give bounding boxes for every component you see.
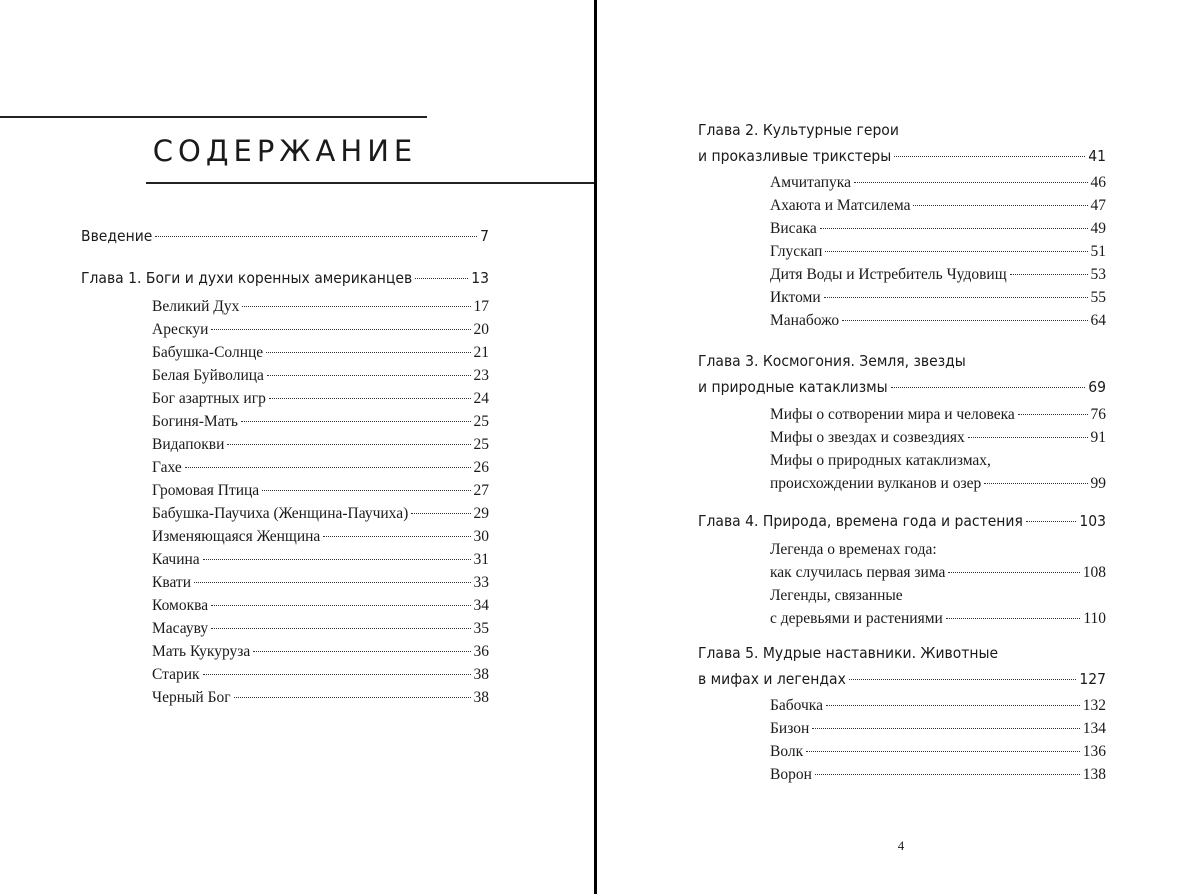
dot-leader <box>825 251 1087 252</box>
toc-item[interactable] <box>770 286 1106 309</box>
dot-leader <box>946 618 1081 619</box>
entry-label: Глускап <box>770 243 823 260</box>
entry-label: Висака <box>770 220 817 237</box>
dot-leader <box>815 774 1080 775</box>
entry-page: 21 <box>473 344 489 361</box>
entry-label: Ахаюта и Матсилема <box>770 197 911 214</box>
toc-chapter-2[interactable] <box>698 117 1106 169</box>
entry-label-line-2: с деревьями и растениями <box>770 610 943 627</box>
entry-label: Видапокви <box>152 436 225 453</box>
dot-leader <box>894 156 1085 157</box>
toc-item[interactable] <box>152 502 489 525</box>
entry-page: 31 <box>473 551 489 568</box>
entry-page: 25 <box>473 413 489 430</box>
entry-page: 36 <box>473 643 489 660</box>
chapter-label-line-2: в мифах и легендах <box>698 670 846 688</box>
toc-item[interactable] <box>152 295 489 318</box>
entry-label: Великий Дух <box>152 298 240 315</box>
entry-page: 17 <box>473 298 489 315</box>
entry-label: Бог азартных игр <box>152 390 266 407</box>
toc-item[interactable] <box>152 456 489 479</box>
dot-leader <box>806 751 1080 752</box>
chapter-page: 127 <box>1079 670 1106 688</box>
chapter-heading-line-2 <box>698 374 1106 400</box>
toc-item[interactable] <box>770 740 1106 763</box>
toc-item[interactable] <box>152 318 489 341</box>
right-page <box>597 0 1188 894</box>
chapter-label-line-2: и проказливые трикстеры <box>698 147 892 165</box>
toc-chapter-4[interactable] <box>698 508 1106 534</box>
dot-leader <box>267 375 471 376</box>
toc-item[interactable] <box>770 240 1106 263</box>
entry-label: Бабочка <box>770 697 823 714</box>
entry-label-line-2: происхождении вулканов и озер <box>770 475 982 492</box>
entry-label: Масауву <box>152 620 209 637</box>
toc-item[interactable] <box>770 171 1106 194</box>
toc-item-multiline[interactable] <box>770 584 1106 630</box>
entry-page: 64 <box>1090 312 1106 329</box>
chapter-page: 69 <box>1088 378 1106 396</box>
dot-leader <box>1018 414 1088 415</box>
entry-label: Бизон <box>770 720 810 737</box>
entry-label: Манабожо <box>770 312 840 329</box>
dot-leader <box>854 182 1088 183</box>
chapter-label-line-1: Глава 5. Мудрые наставники. Животные <box>698 644 999 662</box>
toc-item[interactable] <box>770 694 1106 717</box>
dot-leader <box>968 437 1088 438</box>
entry-page: 108 <box>1082 564 1106 581</box>
entry-label: Громовая Птица <box>152 482 260 499</box>
dot-leader <box>241 421 471 422</box>
toc-chapter-heading[interactable] <box>81 265 489 291</box>
entry-page: 33 <box>473 574 489 591</box>
entry-label: Белая Буйволица <box>152 367 264 384</box>
chapter-page: 13 <box>471 269 489 287</box>
entry-page: 27 <box>473 482 489 499</box>
dot-leader <box>227 444 470 445</box>
toc-intro <box>81 223 489 249</box>
chapter-heading-line-2 <box>698 666 1106 692</box>
entry-page: 34 <box>473 597 489 614</box>
entry-page: 134 <box>1082 720 1106 737</box>
dot-leader <box>211 605 470 606</box>
page-title: СОДЕРЖАНИЕ <box>152 134 418 168</box>
dot-leader <box>262 490 470 491</box>
entry-page: 23 <box>473 367 489 384</box>
entry-page: 132 <box>1082 697 1106 714</box>
chapter-page: 41 <box>1088 147 1106 165</box>
entry-page: 38 <box>473 666 489 683</box>
entry-label: Иктоми <box>770 289 821 306</box>
dot-leader <box>984 483 1087 484</box>
entry-page: 55 <box>1090 289 1106 306</box>
dot-leader <box>812 728 1079 729</box>
entry-label: Старик <box>152 666 200 683</box>
entry-label: Дитя Воды и Истребитель Чудовищ <box>770 266 1007 283</box>
toc-item[interactable] <box>770 426 1106 449</box>
dot-leader <box>411 513 470 514</box>
entry-label: Бабушка-Солнце <box>152 344 264 361</box>
toc-item[interactable] <box>152 387 489 410</box>
toc-item[interactable] <box>770 194 1106 217</box>
dot-leader <box>820 228 1088 229</box>
toc-item[interactable] <box>152 479 489 502</box>
toc-item[interactable] <box>770 717 1106 740</box>
dot-leader <box>234 697 471 698</box>
entry-line-2 <box>770 607 1106 630</box>
entry-page: 25 <box>473 436 489 453</box>
entry-label: Амчитапука <box>770 174 851 191</box>
dot-leader <box>253 651 470 652</box>
entry-label: Ворон <box>770 766 812 783</box>
toc-item[interactable] <box>770 403 1106 426</box>
toc-chapter-5-items <box>770 694 1106 786</box>
entry-line-2 <box>770 472 1106 495</box>
chapter-label: Глава 1. Боги и духи коренных американцев <box>81 269 413 287</box>
entry-page: 136 <box>1082 743 1106 760</box>
entry-label: Введение <box>81 227 153 245</box>
dot-leader <box>891 387 1086 388</box>
entry-page: 35 <box>473 620 489 637</box>
entry-label: Мифы о звездах и созвездиях <box>770 429 965 446</box>
dot-leader <box>269 398 471 399</box>
dot-leader <box>842 320 1087 321</box>
toc-chapter-3[interactable] <box>698 348 1106 400</box>
toc-item-multiline[interactable] <box>770 538 1106 584</box>
entry-page: 138 <box>1082 766 1106 783</box>
toc-item[interactable] <box>770 217 1106 240</box>
toc-item[interactable] <box>770 309 1106 332</box>
dot-leader <box>211 628 470 629</box>
toc-item[interactable] <box>152 525 489 548</box>
title-rule-bottom <box>146 182 594 184</box>
toc-item[interactable] <box>770 263 1106 286</box>
page-number: 4 <box>897 838 905 853</box>
dot-leader <box>203 674 471 675</box>
entry-label: Квати <box>152 574 191 591</box>
toc-chapter-4-items <box>770 538 1106 630</box>
dot-leader <box>1026 521 1077 522</box>
entry-label: Мифы о сотворении мира и человека <box>770 406 1015 423</box>
dot-leader <box>185 467 471 468</box>
toc-item[interactable] <box>152 617 489 640</box>
toc-item[interactable] <box>152 341 489 364</box>
dot-leader <box>913 205 1087 206</box>
dot-leader <box>849 679 1077 680</box>
chapter-label-line-2: и природные катаклизмы <box>698 378 888 396</box>
entry-page: 46 <box>1090 174 1106 191</box>
chapter-label-line-1: Глава 3. Космогония. Земля, звезды <box>698 352 966 370</box>
toc-chapter-heading <box>698 508 1106 534</box>
entry-page: 99 <box>1090 475 1106 492</box>
chapter-label-line-1: Глава 2. Культурные герои <box>698 121 899 139</box>
entry-label: Богиня-Мать <box>152 413 238 430</box>
entry-page: 20 <box>473 321 489 338</box>
entry-page: 47 <box>1090 197 1106 214</box>
toc-item[interactable] <box>152 663 489 686</box>
entry-label: Комоква <box>152 597 209 614</box>
dot-leader <box>242 306 470 307</box>
entry-label: Черный Бог <box>152 689 231 706</box>
entry-label: Арескуи <box>152 321 209 338</box>
toc-chapter-2-items <box>770 171 1106 332</box>
chapter-heading-line-2 <box>698 143 1106 169</box>
entry-label-line-1: Мифы о природных катаклизмах, <box>770 452 991 469</box>
dot-leader <box>824 297 1088 298</box>
toc-item[interactable] <box>152 548 489 571</box>
entry-label: Гахе <box>152 459 182 476</box>
entry-page: 110 <box>1083 610 1106 627</box>
dot-leader <box>155 236 477 237</box>
dot-leader <box>266 352 470 353</box>
dot-leader <box>323 536 470 537</box>
entry-page: 7 <box>480 227 489 245</box>
toc-entry-intro[interactable] <box>81 223 489 249</box>
toc-item[interactable] <box>152 410 489 433</box>
entry-label: Изменяющаяся Женщина <box>152 528 321 545</box>
toc-item[interactable] <box>152 686 489 709</box>
entry-page: 51 <box>1090 243 1106 260</box>
entry-label: Бабушка-Паучиха (Женщина-Паучиха) <box>152 505 409 522</box>
entry-page: 76 <box>1090 406 1106 423</box>
dot-leader <box>203 559 471 560</box>
dot-leader <box>415 278 468 279</box>
toc-chapter-3-items <box>770 403 1106 495</box>
entry-page: 53 <box>1090 266 1106 283</box>
dot-leader <box>948 572 1079 573</box>
entry-label-line-1: Легенды, связанные <box>770 587 903 604</box>
entry-label-line-1: Легенда о временах года: <box>770 541 937 558</box>
chapter-label: Глава 4. Природа, времена года и растения <box>698 512 1023 530</box>
toc-item[interactable] <box>152 640 489 663</box>
entry-page: 91 <box>1090 429 1106 446</box>
entry-page: 24 <box>473 390 489 407</box>
toc-chapter-1 <box>81 265 489 291</box>
dot-leader <box>211 329 470 330</box>
entry-line-2 <box>770 561 1106 584</box>
entry-label: Мать Кукуруза <box>152 643 251 660</box>
toc-item[interactable] <box>770 763 1106 786</box>
entry-page: 30 <box>473 528 489 545</box>
toc-item[interactable] <box>152 571 489 594</box>
toc-item[interactable] <box>152 594 489 617</box>
entry-label: Волк <box>770 743 804 760</box>
entry-page: 38 <box>473 689 489 706</box>
toc-chapter-5[interactable] <box>698 640 1106 692</box>
dot-leader <box>1010 274 1088 275</box>
entry-page: 29 <box>473 505 489 522</box>
entry-label-line-2: как случилась первая зима <box>770 564 946 581</box>
toc-item[interactable] <box>152 433 489 456</box>
dot-leader <box>826 705 1080 706</box>
toc-item[interactable] <box>152 364 489 387</box>
entry-page: 49 <box>1090 220 1106 237</box>
chapter-page: 103 <box>1079 512 1106 530</box>
entry-page: 26 <box>473 459 489 476</box>
toc-chapter-1-items <box>152 295 489 709</box>
entry-label: Качина <box>152 551 200 568</box>
title-rule-top <box>0 116 427 118</box>
toc-item-multiline[interactable] <box>770 449 1106 495</box>
dot-leader <box>194 582 471 583</box>
